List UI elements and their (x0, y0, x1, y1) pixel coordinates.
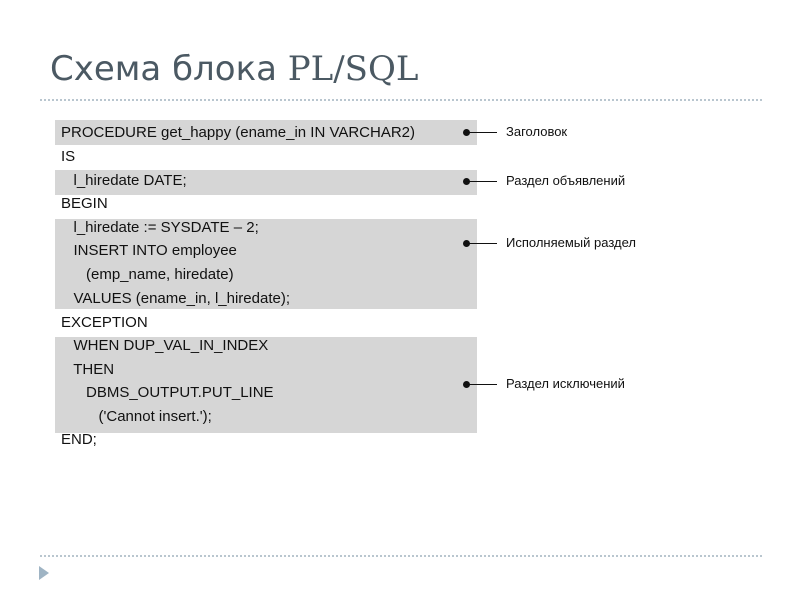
code-line-is: IS (61, 148, 76, 165)
code-line-values: VALUES (ename_in, l_hiredate); (61, 290, 291, 307)
bottom-divider (40, 555, 762, 557)
code-line-end: END; (61, 431, 97, 448)
label-declarations: Раздел объявлений (506, 173, 626, 188)
code-line-then: THEN (61, 361, 115, 378)
code-line-procedure: PROCEDURE get_happy (ename_in IN VARCHAR2) (61, 124, 416, 141)
code-line-insert: INSERT INTO employee (61, 242, 237, 259)
slide-title (50, 49, 419, 89)
code-line-dbms-output: DBMS_OUTPUT.PUT_LINE (61, 384, 274, 401)
callout-line (467, 243, 497, 244)
callout-line (467, 181, 497, 182)
callout-line (467, 132, 497, 133)
triangle-bullet-icon (39, 566, 49, 580)
label-exceptions: Раздел исключений (506, 376, 625, 391)
code-line-exception: EXCEPTION (61, 314, 148, 331)
code-line-columns: (emp_name, hiredate) (61, 266, 234, 283)
label-header: Заголовок (506, 124, 568, 139)
code-line-assignment: l_hiredate := SYSDATE – 2; (61, 219, 259, 236)
callout-line (467, 384, 497, 385)
title-text: Схема блока (50, 49, 288, 89)
code-line-begin: BEGIN (61, 195, 108, 212)
code-line-when: WHEN DUP_VAL_IN_INDEX (61, 337, 269, 354)
code-line-declaration: l_hiredate DATE; (61, 172, 187, 189)
top-divider (40, 99, 762, 101)
code-line-message: ('Cannot insert.'); (61, 408, 212, 425)
label-executable: Исполняемый раздел (506, 235, 636, 250)
title-plsql: PL/SQL (287, 49, 419, 89)
